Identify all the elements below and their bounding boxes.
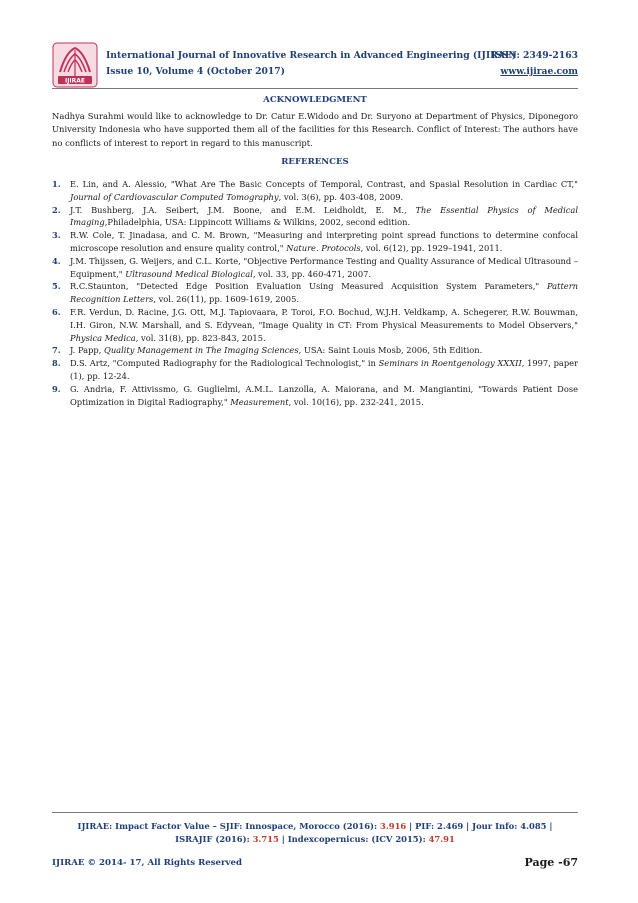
reference-source: Ultrasound Medical Biological (125, 268, 253, 279)
reference-source: The Essential Physics of Medical Imaging (70, 204, 578, 228)
reference-details: , vol. 33, pp. 460-471, 2007. (252, 268, 372, 279)
journal-title: International Journal of Innovative Research in Advanced Engineering (IJIRAE) (106, 50, 517, 61)
sjif-value: 3.916 (380, 821, 407, 831)
footer-divider (52, 812, 578, 813)
sjif-label: IJIRAE: Impact Factor Value – SJIF: Innospace, Morocco (2016): (77, 821, 381, 831)
reference-text: G. Andria, F. Attivissmo, G. Guglielmi, A.M.L. Lanzolla, A. Maiorana, and M. Mangiantini, "Towards Patient Dose Optimization in Digital Radiography," (70, 383, 578, 407)
reference-text: J.M. Thijssen, G. Weijers, and C.L. Korte, "Objective Performance Testing and Quality Assurance of Medical Ultrasound –Equipment," (70, 255, 578, 279)
header-line-2 (106, 66, 578, 77)
reference-text: R.W. Cole, T. Jinadasa, and C. M. Brown, "Measuring and interpreting point spread functions to determine confocal microscope resolution and ensure quality control," (70, 230, 578, 253)
reference-item (52, 383, 578, 409)
reference-number: 3. (52, 230, 61, 241)
reference-item (52, 255, 578, 281)
reference-item (52, 229, 578, 255)
icv-label: | Indexcopernicus: (ICV 2015): (278, 834, 429, 844)
footer-metrics-line-1 (52, 820, 578, 833)
reference-details: ,Philadelphia, USA: Lippincott Williams & Wilkins, 2002, second edition. (104, 217, 411, 228)
reference-source: Measurement (230, 396, 289, 407)
reference-number: 9. (52, 383, 61, 394)
header-divider (52, 88, 578, 89)
reference-item (52, 178, 578, 204)
copyright: IJIRAE © 2014- 17, All Rights Reserved (52, 858, 243, 868)
reference-source: Physica Medica (70, 332, 136, 343)
reference-source: Seminars in Roentgenology XXXII (378, 358, 522, 369)
footer-metrics-line-2 (52, 833, 578, 846)
reference-details: , 1997, paper (1), pp. 12-24. (70, 358, 579, 381)
reference-number: 7. (52, 345, 61, 356)
acknowledgment-body: Nadhya Surahmi would like to acknowledge to Dr. Catur E.Widodo and Dr. Suryono at Department of Physics, Diponegoro University Indonesia who have supported them all of the facilities for this Research. Conflict of Interest: The authors have no conflicts of interest to report in regard to this manuscript. (52, 111, 578, 148)
reference-list (52, 178, 578, 408)
page-number: Page -67 (524, 856, 578, 869)
israjif-value: 3.715 (252, 834, 279, 844)
references-heading: REFERENCES (281, 157, 349, 167)
footer-metrics (52, 820, 578, 846)
reference-source: Quality Management in The Imaging Sciences (104, 345, 299, 356)
reference-details: , vol. 6(12), pp. 1929–1941, 2011. (360, 242, 503, 253)
reference-number: 1. (52, 179, 61, 189)
reference-number: 5. (52, 281, 61, 292)
footer-bottom (52, 858, 578, 868)
journal-logo (52, 42, 98, 88)
reference-item (52, 204, 578, 230)
reference-text: J. Papp, (70, 345, 105, 356)
reference-text: D.S. Artz, "Computed Radiography for the Radiological Technologist," in (70, 358, 379, 369)
page-header (52, 42, 578, 90)
reference-number: 6. (52, 306, 61, 317)
header-line-1 (106, 50, 578, 61)
reference-details: , vol. 3(6), pp. 403-408, 2009. (278, 191, 404, 202)
reference-text: R.C.Staunton, "Detected Edge Position Evaluation Using Measured Acquisition System Parameters," (70, 281, 547, 292)
reference-details: , vol. 26(11), pp. 1609-1619, 2005. (153, 294, 300, 305)
reference-text: J.T. Bushberg, J.A. Seibert, J.M. Boone, and E.M. Leidholdt, E. M., (70, 204, 416, 215)
reference-details: , vol. 31(8), pp. 823-843, 2015. (135, 332, 266, 343)
issn: ISSN: 2349-2163 (491, 50, 578, 61)
acknowledgment-heading: ACKNOWLEDGMENT (263, 95, 367, 105)
reference-number: 8. (52, 358, 61, 369)
reference-source: Pattern Recognition Letters (70, 281, 578, 305)
reference-number: 4. (52, 255, 61, 266)
reference-number: 2. (52, 204, 61, 215)
reference-item (52, 306, 578, 344)
pif-jourinfo: | PIF: 2.469 | Jour Info: 4.085 | (406, 821, 553, 831)
israjif-label: ISRAJIF (2016): (175, 834, 253, 844)
reference-text: E. Lin, and A. Alessio, "What Are The Basic Concepts of Temporal, Contrast, and Spasial Resolution in Cardiac CT," (70, 179, 578, 189)
reference-item (52, 280, 578, 306)
reference-item (52, 344, 578, 357)
website-link[interactable]: www.ijirae.com (500, 66, 578, 77)
reference-text: F.R. Verdun, D. Racine, J.G. Ott, M.J. Tapiovaara, P. Toroi, F.O. Bochud, W.J.H. Veldkamp, A. Schegerer, R.W. Bouwman, I.H. Giron, N.W. Marshall, and S. Edyvean, "Image Quality in CT: From Physical Measurements to Model Observers," (70, 306, 578, 330)
reference-item (52, 357, 578, 383)
reference-details: , vol. 10(16), pp. 232-241, 2015. (288, 396, 424, 407)
reference-source: Nature. Protocols (286, 242, 361, 253)
reference-details: , USA: Saint Louis Mosb, 2006, 5th Edition. (298, 345, 483, 356)
logo-text: IJIRAE (64, 77, 86, 85)
icv-value: 47.91 (428, 834, 455, 844)
reference-source: Journal of Cardiovascular Computed Tomography (70, 191, 279, 202)
issue-info: Issue 10, Volume 4 (October 2017) (106, 66, 286, 77)
